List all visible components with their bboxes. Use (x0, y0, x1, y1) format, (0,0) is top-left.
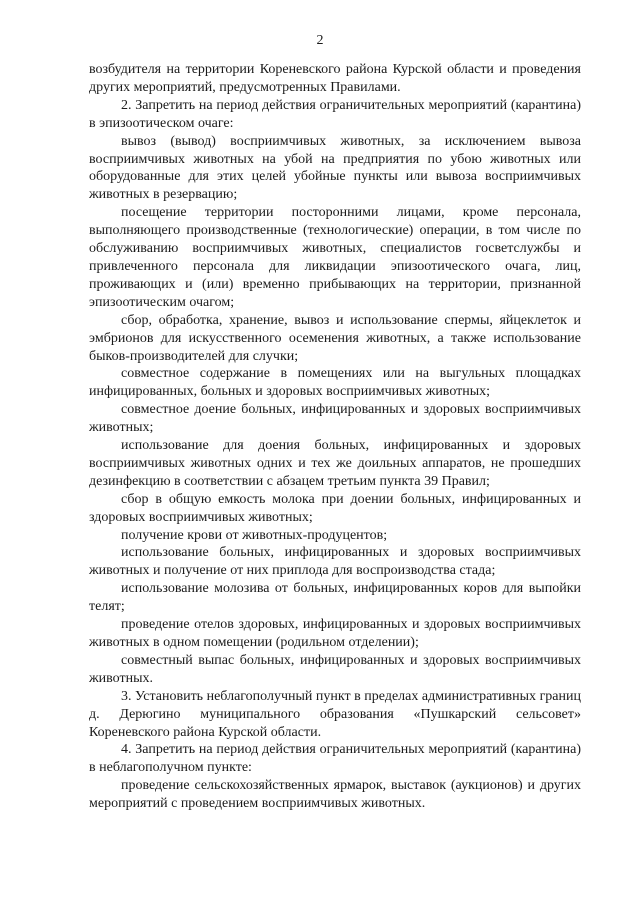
paragraph-ban-calving: проведение отелов здоровых, инфицированных и здоровых восприимчивых животных в одном помещении (родильном отделении); (89, 617, 581, 650)
paragraph-ban-visits: посещение территории посторонними лицами, кроме персонала, выполняющего производственные (технологические) операции, в том числе по обслуживанию восприимчивых животных, специалистов госветслужбы и привлеченного персонала для ликвидации эпизоотического очага, лиц, проживающих и (или) временно прибывающих на территории, признанной эпизоотическим очагом; (89, 205, 581, 310)
paragraph-ban-grazing: совместный выпас больных, инфицированных и здоровых восприимчивых животных. (89, 652, 581, 686)
paragraph-ban-export: вывоз (вывод) восприимчивых животных, за исключением вывоза восприимчивых животных на убой на предприятия по убою животных или оборудованные для этих целей убойные пункты или вывоза восприимчивых животных в резервацию; (89, 133, 581, 203)
paragraph-ban-joint-milking: совместное доение больных, инфицированных и здоровых восприимчивых животных; (89, 402, 581, 436)
paragraph-ban-colostrum: использование молозива от больных, инфицированных коров для выпойки телят; (89, 581, 581, 615)
paragraph-item-4: 4. Запретить на период действия ограничительных мероприятий (карантина) в неблагополучном пункте: (89, 742, 581, 776)
document-body (89, 61, 581, 813)
paragraph-ban-sperm: сбор, обработка, хранение, вывоз и использование спермы, яйцеклеток и эмбрионов для искусственного осеменения животных, а также использование быков-производителей для случки; (89, 312, 581, 364)
paragraph-item-3: 3. Установить неблагополучный пункт в пределах административных границ д. Дерюгино муниципального образования «Пушкарский сельсовет» Кореневского района Курской области. (89, 688, 581, 740)
page-number: 2 (316, 33, 324, 48)
paragraph-ban-fairs: проведение сельскохозяйственных ярмарок, выставок (аукционов) и других мероприятий с проведением восприимчивых животных. (89, 778, 581, 812)
paragraph-ban-milk-collection: сбор в общую емкость молока при доении больных, инфицированных и здоровых восприимчивых животных; (89, 491, 581, 525)
paragraph-ban-blood: получение крови от животных-продуцентов; (121, 527, 388, 543)
paragraph-ban-breeding: использование больных, инфицированных и здоровых восприимчивых животных и получение от них приплода для воспроизводства стада; (89, 545, 581, 579)
paragraph-ban-milking-machines: использование для доения больных, инфицированных и здоровых восприимчивых животных одних и тех же доильных аппаратов, не прошедших дезинфекцию в соответствии с абзацем третьим пункта 39 Правил; (89, 438, 581, 489)
paragraph-item-2: 2. Запретить на период действия ограничительных мероприятий (карантина) в эпизоотическом очаге: (89, 97, 581, 131)
paragraph-continuation: возбудителя на территории Кореневского района Курской области и проведения других мероприятий, предусмотренных Правилами. (89, 62, 581, 95)
paragraph-ban-joint-keeping: совместное содержание в помещениях или на выгульных площадках инфицированных, больных и здоровых восприимчивых животных; (89, 366, 581, 400)
